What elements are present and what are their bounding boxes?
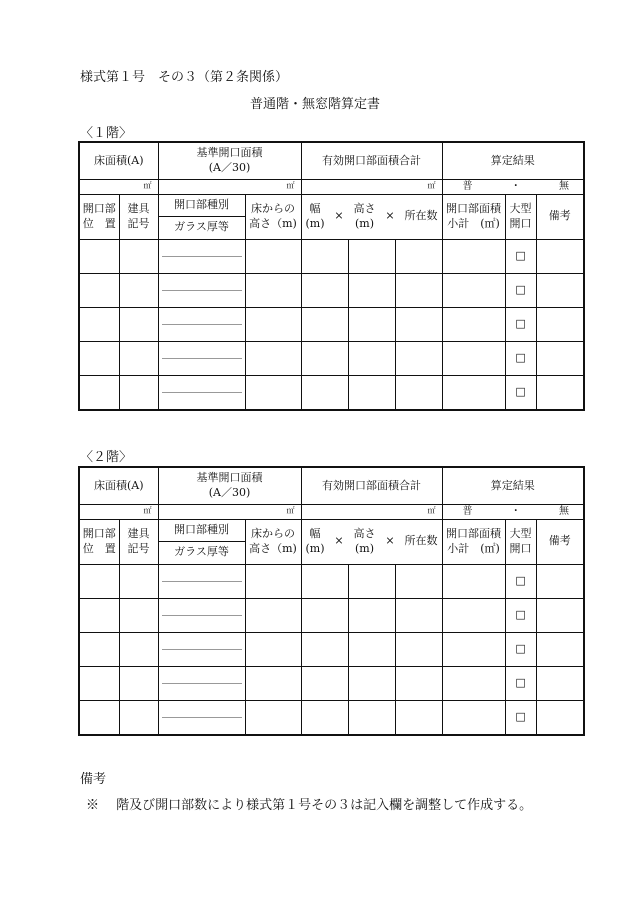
floor-area-input[interactable] <box>79 505 158 520</box>
large-opening-checkbox[interactable]: □ <box>515 607 526 621</box>
remarks-cell[interactable] <box>536 598 584 632</box>
subtotal-cell[interactable] <box>442 632 505 666</box>
floor-area-label: 床面積(A) <box>93 153 144 167</box>
fitting-no-cell[interactable] <box>119 564 158 598</box>
width-label: 幅 <box>309 526 321 540</box>
effective-total-input[interactable] <box>301 180 442 195</box>
opening-position-cell[interactable] <box>79 273 119 307</box>
count-cell[interactable] <box>395 273 442 307</box>
subtotal-cell[interactable] <box>442 666 505 700</box>
subtotal-cell[interactable] <box>442 598 505 632</box>
times-sign: × <box>385 209 395 223</box>
height-cell[interactable] <box>348 307 395 341</box>
subtotal-header <box>442 519 505 564</box>
effective-total-label: 有効開口部面積合計 <box>322 478 421 492</box>
form-number: 様式第１号 その３（第２条関係） <box>80 70 289 85</box>
width-cell[interactable] <box>301 239 348 273</box>
large-opening-checkbox[interactable]: □ <box>515 675 526 689</box>
fitting-no-cell[interactable] <box>119 307 158 341</box>
opening-position-cell[interactable] <box>79 239 119 273</box>
opening-pos-label: 開口部 <box>82 201 116 215</box>
floor-2-label: 〈２階〉 <box>80 450 133 465</box>
opening-position-cell[interactable] <box>79 375 119 410</box>
height-from-floor-cell[interactable] <box>245 375 301 410</box>
subtotal-cell[interactable] <box>442 273 505 307</box>
opening-type-cell[interactable] <box>158 632 245 666</box>
result-label: 算定結果 <box>490 478 535 492</box>
width-cell[interactable] <box>301 273 348 307</box>
count-label: 所在数 <box>404 209 438 223</box>
subtotal-cell[interactable] <box>442 341 505 375</box>
fitting-label-2: 記号 <box>127 541 150 555</box>
large-opening-cell[interactable] <box>505 700 536 735</box>
opening-type-cell[interactable] <box>158 598 245 632</box>
height-cell[interactable] <box>348 273 395 307</box>
table-row <box>79 700 584 735</box>
large-label: 大型 <box>509 526 532 540</box>
height-from-floor-cell[interactable] <box>245 273 301 307</box>
opening-type-cell[interactable] <box>158 341 245 375</box>
opening-type-cell[interactable] <box>158 375 245 410</box>
height-label: 高さ <box>353 201 376 215</box>
remarks-header <box>536 194 584 239</box>
times-sign: × <box>334 534 344 548</box>
width-unit: (m) <box>305 216 325 230</box>
remarks-cell[interactable] <box>536 700 584 735</box>
opening-pos-label-2: 位 置 <box>82 216 116 230</box>
count-cell[interactable] <box>395 666 442 700</box>
opening-position-cell[interactable] <box>79 666 119 700</box>
large-label-2: 開口 <box>509 216 532 230</box>
result-choice[interactable] <box>442 180 584 195</box>
count-cell[interactable] <box>395 341 442 375</box>
height-unit: (m) <box>355 216 375 230</box>
result-choice[interactable] <box>442 505 584 520</box>
subtotal-cell[interactable] <box>442 375 505 410</box>
unit-m2: ㎡ <box>427 506 436 516</box>
large-opening-header <box>505 194 536 239</box>
opening-position-header <box>79 194 119 239</box>
width-unit: (m) <box>305 541 325 555</box>
count-cell[interactable] <box>395 375 442 410</box>
height-floor-label: 床からの <box>251 201 295 215</box>
remarks-cell[interactable] <box>536 341 584 375</box>
result-normal: 普 <box>462 506 473 517</box>
remarks-cell[interactable] <box>536 666 584 700</box>
floor-1-table <box>78 141 585 411</box>
count-cell[interactable] <box>395 564 442 598</box>
opening-type-cell[interactable] <box>158 666 245 700</box>
table-row <box>79 341 584 375</box>
floor-1-label: 〈１階〉 <box>80 126 133 141</box>
table-row <box>79 239 584 273</box>
height-cell[interactable] <box>348 341 395 375</box>
fitting-no-cell[interactable] <box>119 341 158 375</box>
width-cell[interactable] <box>301 598 348 632</box>
size-formula-header <box>301 194 442 239</box>
result-header <box>442 467 584 505</box>
result-none: 無 <box>559 506 570 517</box>
large-opening-cell[interactable] <box>505 598 536 632</box>
std-opening-label: 基準開口面積 <box>196 146 263 160</box>
large-opening-checkbox[interactable]: □ <box>515 709 526 723</box>
large-opening-cell[interactable] <box>505 239 536 273</box>
height-floor-label-2: 高さ（m) <box>249 541 297 555</box>
table-row <box>79 598 584 632</box>
fitting-no-cell[interactable] <box>119 598 158 632</box>
remarks-cell[interactable] <box>536 375 584 410</box>
height-cell[interactable] <box>348 375 395 410</box>
remarks-label: 備考 <box>548 534 571 548</box>
opening-type-cell[interactable] <box>158 564 245 598</box>
table-row <box>79 666 584 700</box>
subtotal-label: 開口部面積 <box>446 201 502 215</box>
height-floor-label: 床からの <box>251 526 295 540</box>
opening-position-header <box>79 519 119 564</box>
opening-type-label: 開口部種別 <box>174 522 229 536</box>
remarks-cell[interactable] <box>536 273 584 307</box>
fitting-no-cell[interactable] <box>119 239 158 273</box>
large-opening-checkbox[interactable]: □ <box>515 248 526 262</box>
height-from-floor-cell[interactable] <box>245 564 301 598</box>
unit-m2: ㎡ <box>143 181 152 191</box>
height-from-floor-header <box>245 519 301 564</box>
remarks-label: 備考 <box>548 209 571 223</box>
effective-total-header <box>301 467 442 505</box>
notes-text: ※ 階及び開口部数により様式第１号その３は記入欄を調整して作成する。 <box>86 798 533 813</box>
large-opening-cell[interactable] <box>505 341 536 375</box>
large-label: 大型 <box>509 201 532 215</box>
large-opening-checkbox[interactable]: □ <box>515 573 526 587</box>
large-opening-checkbox[interactable]: □ <box>515 350 526 364</box>
opening-type-cell[interactable] <box>158 273 245 307</box>
subtotal-cell[interactable] <box>442 700 505 735</box>
large-opening-checkbox[interactable]: □ <box>515 641 526 655</box>
result-none: 無 <box>559 181 570 192</box>
count-cell[interactable] <box>395 307 442 341</box>
opening-pos-label: 開口部 <box>82 526 116 540</box>
count-label: 所在数 <box>404 534 438 548</box>
std-opening-input[interactable] <box>158 505 301 520</box>
width-cell[interactable] <box>301 375 348 410</box>
table-row <box>79 564 584 598</box>
subtotal-cell[interactable] <box>442 239 505 273</box>
large-opening-header <box>505 519 536 564</box>
std-opening-header <box>158 467 301 505</box>
result-header <box>442 142 584 180</box>
height-from-floor-cell[interactable] <box>245 666 301 700</box>
large-opening-cell[interactable] <box>505 375 536 410</box>
subtotal-unit: 小計 (㎡) <box>447 541 500 555</box>
fitting-no-header <box>119 519 158 564</box>
height-from-floor-cell[interactable] <box>245 632 301 666</box>
opening-type-label: 開口部種別 <box>174 197 229 211</box>
width-cell[interactable] <box>301 341 348 375</box>
size-formula-header <box>301 519 442 564</box>
large-opening-checkbox[interactable]: □ <box>515 282 526 296</box>
opening-type-header <box>158 519 245 564</box>
height-from-floor-cell[interactable] <box>245 700 301 735</box>
opening-type-cell[interactable] <box>158 307 245 341</box>
fitting-no-header <box>119 194 158 239</box>
floor-area-header <box>79 142 158 180</box>
remarks-cell[interactable] <box>536 307 584 341</box>
opening-type-header <box>158 194 245 239</box>
remarks-cell[interactable] <box>536 564 584 598</box>
notes-title: 備考 <box>80 772 107 787</box>
remarks-cell[interactable] <box>536 239 584 273</box>
table-row <box>79 375 584 410</box>
unit-m2: ㎡ <box>286 181 295 191</box>
subtotal-cell[interactable] <box>442 307 505 341</box>
height-floor-label-2: 高さ（m) <box>249 216 297 230</box>
height-label: 高さ <box>353 526 376 540</box>
large-opening-cell[interactable] <box>505 632 536 666</box>
document-title: 普通階・無窓階算定書 <box>250 97 381 112</box>
table-row <box>79 307 584 341</box>
floor-area-header <box>79 467 158 505</box>
subtotal-cell[interactable] <box>442 564 505 598</box>
height-cell[interactable] <box>348 700 395 735</box>
effective-total-input[interactable] <box>301 505 442 520</box>
fitting-no-cell[interactable] <box>119 700 158 735</box>
width-cell[interactable] <box>301 632 348 666</box>
result-normal: 普 <box>462 181 473 192</box>
large-opening-checkbox[interactable]: □ <box>515 384 526 398</box>
subtotal-header <box>442 194 505 239</box>
count-cell[interactable] <box>395 239 442 273</box>
fitting-no-cell[interactable] <box>119 632 158 666</box>
effective-total-header <box>301 142 442 180</box>
fitting-no-cell[interactable] <box>119 666 158 700</box>
height-from-floor-cell[interactable] <box>245 239 301 273</box>
opening-position-cell[interactable] <box>79 341 119 375</box>
floor-area-input[interactable] <box>79 180 158 195</box>
glass-thickness-label: ガラス厚等 <box>174 545 229 559</box>
height-cell[interactable] <box>348 632 395 666</box>
height-from-floor-cell[interactable] <box>245 307 301 341</box>
table-row <box>79 632 584 666</box>
std-opening-input[interactable] <box>158 180 301 195</box>
fitting-label-2: 記号 <box>127 216 150 230</box>
height-cell[interactable] <box>348 239 395 273</box>
large-opening-cell[interactable] <box>505 273 536 307</box>
large-opening-checkbox[interactable]: □ <box>515 316 526 330</box>
std-opening-label: 基準開口面積 <box>196 471 263 485</box>
height-from-floor-header <box>245 194 301 239</box>
width-cell[interactable] <box>301 564 348 598</box>
result-separator: ・ <box>510 506 521 517</box>
remarks-header <box>536 519 584 564</box>
count-cell[interactable] <box>395 598 442 632</box>
large-label-2: 開口 <box>509 541 532 555</box>
unit-m2: ㎡ <box>143 506 152 516</box>
floor-2-table <box>78 466 585 736</box>
opening-position-cell[interactable] <box>79 307 119 341</box>
height-cell[interactable] <box>348 598 395 632</box>
subtotal-unit: 小計 (㎡) <box>447 216 500 230</box>
times-sign: × <box>385 534 395 548</box>
opening-type-cell[interactable] <box>158 239 245 273</box>
height-unit: (m) <box>355 541 375 555</box>
fitting-label: 建具 <box>127 526 150 540</box>
table-row <box>79 273 584 307</box>
height-cell[interactable] <box>348 666 395 700</box>
opening-position-cell[interactable] <box>79 564 119 598</box>
large-opening-cell[interactable] <box>505 666 536 700</box>
large-opening-cell[interactable] <box>505 307 536 341</box>
opening-type-cell[interactable] <box>158 700 245 735</box>
large-opening-cell[interactable] <box>505 564 536 598</box>
floor-area-label: 床面積(A) <box>93 478 144 492</box>
height-cell[interactable] <box>348 564 395 598</box>
result-label: 算定結果 <box>490 153 535 167</box>
effective-total-label: 有効開口部面積合計 <box>322 153 421 167</box>
height-from-floor-cell[interactable] <box>245 341 301 375</box>
subtotal-label: 開口部面積 <box>446 526 502 540</box>
unit-m2: ㎡ <box>427 181 436 191</box>
glass-thickness-label: ガラス厚等 <box>174 220 229 234</box>
std-opening-formula: (A／30) <box>208 486 251 499</box>
width-cell[interactable] <box>301 307 348 341</box>
std-opening-header <box>158 142 301 180</box>
fitting-no-cell[interactable] <box>119 375 158 410</box>
result-separator: ・ <box>510 181 521 192</box>
times-sign: × <box>334 209 344 223</box>
unit-m2: ㎡ <box>286 506 295 516</box>
height-from-floor-cell[interactable] <box>245 598 301 632</box>
remarks-cell[interactable] <box>536 632 584 666</box>
width-cell[interactable] <box>301 700 348 735</box>
count-cell[interactable] <box>395 632 442 666</box>
std-opening-formula: (A／30) <box>208 161 251 174</box>
count-cell[interactable] <box>395 700 442 735</box>
fitting-no-cell[interactable] <box>119 273 158 307</box>
fitting-label: 建具 <box>127 201 150 215</box>
width-cell[interactable] <box>301 666 348 700</box>
width-label: 幅 <box>309 201 321 215</box>
opening-position-cell[interactable] <box>79 598 119 632</box>
opening-position-cell[interactable] <box>79 700 119 735</box>
opening-pos-label-2: 位 置 <box>82 541 116 555</box>
opening-position-cell[interactable] <box>79 632 119 666</box>
